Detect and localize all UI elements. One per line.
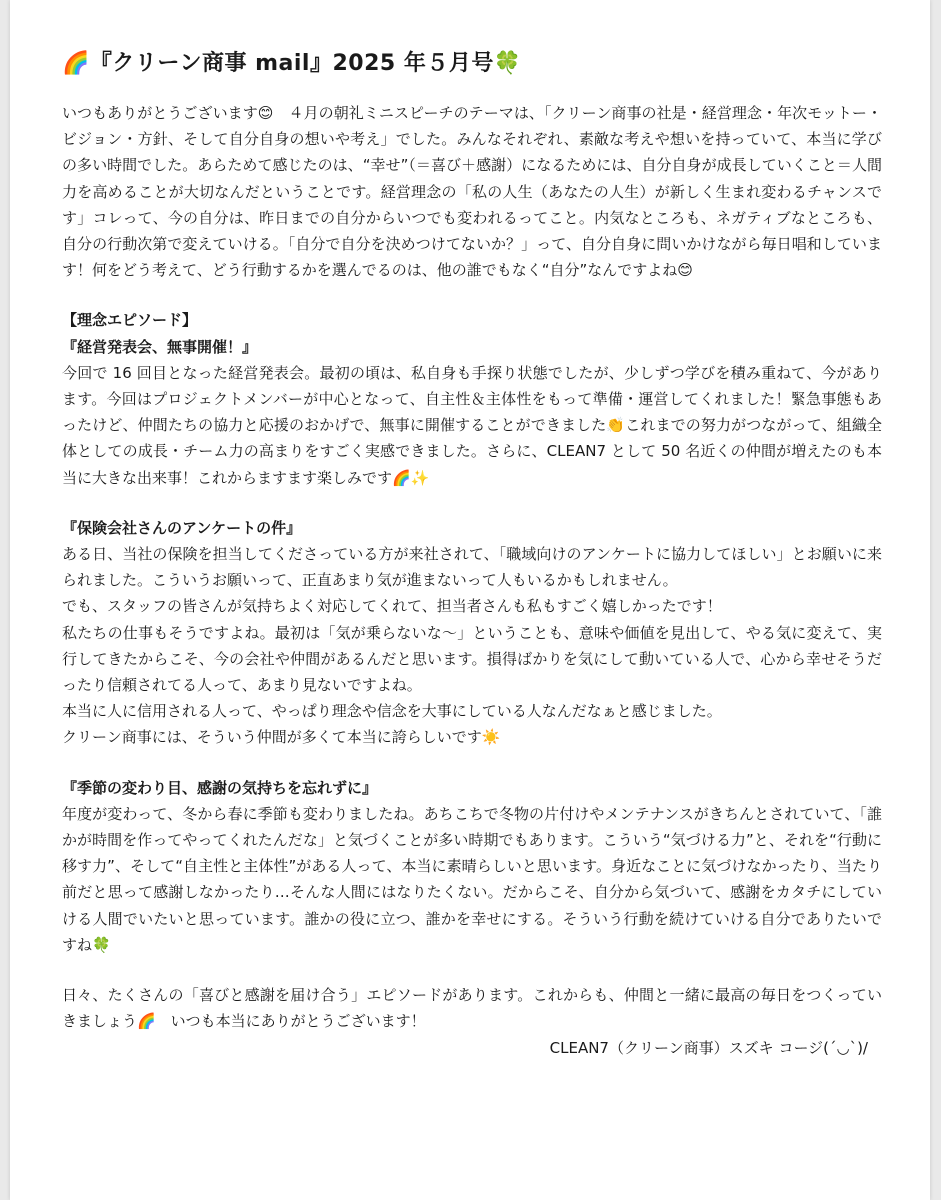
spacer: [62, 491, 882, 515]
paragraph-line: 私たちの仕事もそうですよね。最初は「気が乗らないな～」ということも、意味や価値を見出して、やる気に変えて、実行してきたからこそ、今の会社や仲間があるんだと思います。損得ばかりを気にして動いている人で、心から幸せそうだったり信頼されてる人って、あまり見ないですよね。: [62, 623, 882, 695]
spacer: [62, 958, 882, 982]
section-label: 【理念エピソード】: [62, 311, 198, 330]
paragraph-line: クリーン商事には、そういう仲間が多くて本当に誇らしいです☀️: [62, 728, 501, 747]
document-content: [62, 48, 882, 1061]
closing-paragraph: 日々、たくさんの「喜びと感謝を届け合う」エピソードがあります。これからも、仲間と一緒に最高の毎日をつくっていきましょう🌈 いつも本当にありがとうございます！: [62, 986, 882, 1031]
paragraph-line: 本当に人に信用される人って、やっぱり理念や信念を大事にしている人なんだなぁと感じました。: [62, 702, 722, 721]
spacer: [62, 751, 882, 775]
paragraph-line: でも、スタッフの皆さんが気持ちよく対応してくれて、担当者さんも私もすごく嬉しかったです！: [62, 597, 722, 616]
section-heading-insurance-survey: 『保険会社さんのアンケートの件』: [62, 518, 302, 537]
newsletter-title: 🌈『クリーン商事 mail』2025 年５月号🍀: [62, 51, 522, 76]
author-signature: CLEAN7（クリーン商事）スズキ コージ(´◡`)/: [549, 1038, 868, 1057]
document-page: [10, 0, 930, 1200]
section-heading-season-change: 『季節の変わり目、感謝の気持ちを忘れずに』: [62, 778, 378, 797]
section-heading-management-meeting: 『経営発表会、無事開催！』: [62, 337, 258, 356]
management-meeting-paragraph: 今回で 16 回目となった経営発表会。最初の頃は、私自身も手探り状態でしたが、少しずつ学びを積み重ねて、今があります。今回はプロジェクトメンバーが中心となって、自主性＆主体性をもって準備・運営してくれました！緊急事態もあったけど、仲間たちの協力と応援のおかげで、無事に開催することができました👏これまでの努力がつながって、組織全体としての成長・チーム力の高まりをすごく実感できました。さらに、CLEAN7 として 50 名近くの仲間が増えたのも本当に大きな出来事！これからますます楽しみです🌈✨: [62, 363, 882, 487]
spacer: [62, 283, 882, 307]
season-change-paragraph: 年度が変わって、冬から春に季節も変わりましたね。あちこちで冬物の片付けやメンテナンスがきちんとされていて、「誰かが時間を作ってやってくれたんだな」と気づくことが多い時期でもあります。こういう“気づける力”と、それを“行動に移す力”、そして“自主性と主体性”がある人って、本当に素晴らしいと思います。身近なことに気づけなかったり、当たり前だと思って感謝しなかったり…そんな人間にはなりたくない。だからこそ、自分から気づいて、感謝をカタチにしていける人間でいたいと思っています。誰かの役に立つ、誰かを幸せにする。そういう行動を続けていける自分でありたいですね🍀: [62, 804, 882, 954]
intro-paragraph: いつもありがとうございます😊 ４月の朝礼ミニスピーチのテーマは、「クリーン商事の社是・経営理念・年次モットー・ビジョン・方針、そして自分自身の想いや考え」でした。みんなそれぞれ、素敵な考えや想いを持っていて、本当に学びの多い時間でした。あらためて感じたのは、“幸せ”（＝喜び＋感謝）になるためには、自分自身が成長していくこと＝人間力を高めることが大切なんだということです。経営理念の「私の人生（あなたの人生）が新しく生まれ変わるチャンスです」コレって、今の自分は、昨日までの自分からいつでも変われるってこと。内気なところも、ネガティブなところも、自分の行動次第で変えていける。「自分で自分を決めつけてないか？」って、自分自身に問いかけながら毎日唱和しています！何をどう考えて、どう行動するかを選んでるのは、他の誰でもなく“自分”なんですよね😊: [62, 104, 882, 280]
paragraph-line: ある日、当社の保険を担当してくださっている方が来社されて、「職域向けのアンケートに協力してほしい」とお願いに来られました。こういうお願いって、正直あまり気が進まないって人もいるかもしれません。: [62, 545, 882, 590]
insurance-survey-paragraph: [62, 541, 882, 751]
